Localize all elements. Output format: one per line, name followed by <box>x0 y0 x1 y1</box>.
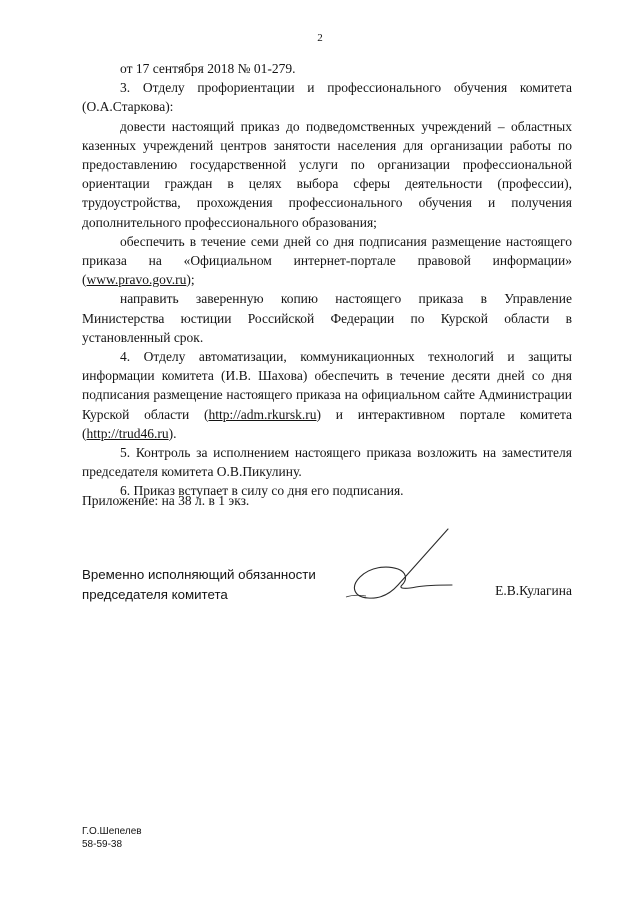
text-segment: 4. Отделу автоматизации, коммуникационных технологий и защиты информации комитета (И.В. Шахова) обеспечить в течение десяти дней со дня подписания размещение настоящего приказа на официальном сайте Администрации Курской области ( <box>82 349 572 422</box>
order-date-line: от 17 сентября 2018 № 01-279. <box>120 61 296 76</box>
signatory-title-line-2: председателя комитета <box>82 586 228 602</box>
item-5: 5. Контроль за исполнением настоящего приказа возложить на заместителя председателя комитета О.В.Пикулину. <box>82 445 572 480</box>
text-segment: ); <box>186 272 195 288</box>
order-body <box>82 59 572 501</box>
author-phone: 58-59-38 <box>82 839 123 850</box>
pravo-link[interactable]: www.pravo.gov.ru <box>86 272 187 288</box>
attachment-note: Приложение: на 38 л. в 1 экз. <box>82 493 250 508</box>
item-3-bullet-2 <box>82 232 572 290</box>
item-3-heading: 3. Отделу профориентации и профессионального обучения комитета (О.А.Старкова): <box>82 80 572 115</box>
item-6: 6. Приказ вступает в силу со дня его подписания. <box>120 483 404 499</box>
text-segment: обеспечить в течение семи дней со дня подписания размещение настоящего приказа на «Официальном интернет-портале правовой информации» ( <box>82 233 572 288</box>
signatory-title-line-1: Временно исполняющий обязанности <box>82 567 316 582</box>
page-number: 2 <box>317 32 323 44</box>
signatory-title <box>82 565 342 604</box>
item-3-bullet-3: направить заверенную копию настоящего приказа в Управление Министерства юстиции Российской Федерации по Курской области в установленный срок. <box>82 291 572 345</box>
text-segment: ). <box>168 425 177 441</box>
text-segment: ) и интерактивном портале комитета ( <box>82 406 573 441</box>
item-4 <box>82 347 572 443</box>
item-3-bullet-1: довести настоящий приказ до подведомственных учреждений – областных казенных учреждений центров занятости населения для организации работы по предоставлению государственной услуги по организации профессиональной ориентации граждан в целях выбора сферы деятельности (профессии), трудоустройства, прохождения профессионального обучения и получения дополнительного профессионального образования; <box>82 118 572 230</box>
footer-contact <box>82 825 142 851</box>
adm-rkursk-link[interactable]: http://adm.rkursk.ru <box>208 406 317 422</box>
handwritten-signature <box>340 525 470 605</box>
trud46-link[interactable]: http://trud46.ru <box>86 425 169 441</box>
author-name: Г.О.Шепелев <box>82 826 142 837</box>
signatory-name: Е.В.Кулагина <box>495 583 572 598</box>
